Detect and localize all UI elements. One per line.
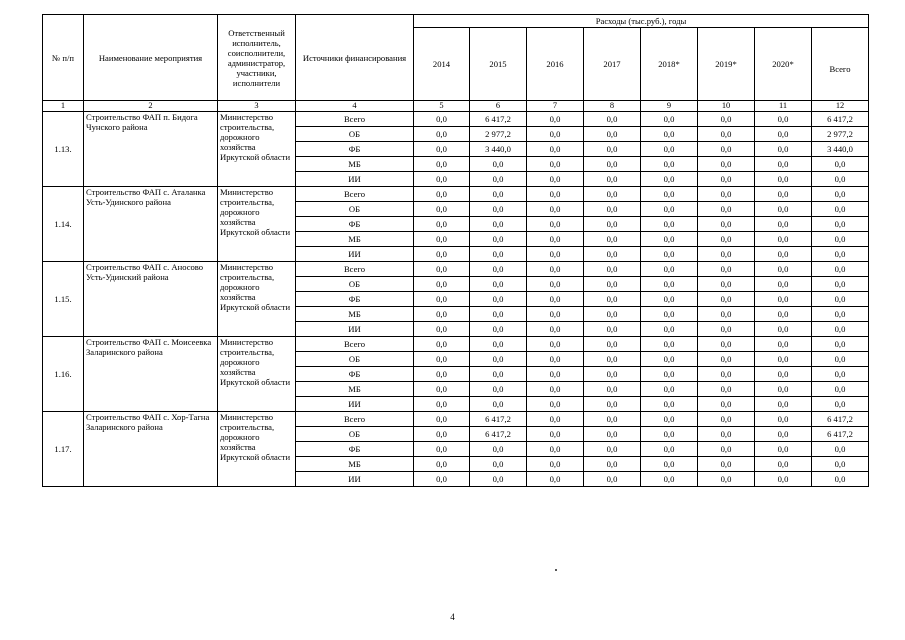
total-cell: 0,0 (812, 472, 869, 487)
amount-cell: 0,0 (641, 427, 698, 442)
column-number: 10 (698, 101, 755, 112)
amount-cell: 0,0 (641, 142, 698, 157)
total-cell: 0,0 (812, 382, 869, 397)
amount-cell: 0,0 (470, 442, 527, 457)
amount-cell: 0,0 (470, 322, 527, 337)
amount-cell: 0,0 (755, 187, 812, 202)
amount-cell: 0,0 (641, 232, 698, 247)
funding-source: Всего (296, 412, 414, 427)
amount-cell: 0,0 (698, 217, 755, 232)
amount-cell: 0,0 (641, 277, 698, 292)
column-number: 11 (755, 101, 812, 112)
funding-source: ФБ (296, 367, 414, 382)
amount-cell: 0,0 (527, 262, 584, 277)
amount-cell: 0,0 (584, 292, 641, 307)
amount-cell: 0,0 (641, 307, 698, 322)
amount-cell: 0,0 (584, 157, 641, 172)
amount-cell: 0,0 (641, 382, 698, 397)
amount-cell: 0,0 (755, 202, 812, 217)
row-number: 1.17. (43, 412, 84, 487)
amount-cell: 0,0 (584, 397, 641, 412)
amount-cell: 0,0 (698, 352, 755, 367)
amount-cell: 0,0 (641, 457, 698, 472)
amount-cell: 0,0 (641, 262, 698, 277)
column-number: 3 (218, 101, 296, 112)
amount-cell: 2 977,2 (470, 127, 527, 142)
amount-cell: 0,0 (698, 202, 755, 217)
amount-cell: 0,0 (755, 262, 812, 277)
amount-cell: 0,0 (755, 457, 812, 472)
amount-cell: 0,0 (755, 232, 812, 247)
amount-cell: 0,0 (584, 247, 641, 262)
amount-cell: 0,0 (755, 427, 812, 442)
amount-cell: 0,0 (755, 292, 812, 307)
amount-cell: 0,0 (698, 292, 755, 307)
funding-source: ОБ (296, 352, 414, 367)
amount-cell: 0,0 (470, 337, 527, 352)
row-number: 1.13. (43, 112, 84, 187)
total-cell: 0,0 (812, 202, 869, 217)
header-event: Наименование мероприятия (84, 15, 218, 101)
funding-source: ИИ (296, 322, 414, 337)
column-number: 6 (470, 101, 527, 112)
amount-cell: 0,0 (698, 277, 755, 292)
amount-cell: 0,0 (698, 127, 755, 142)
amount-cell: 0,0 (755, 352, 812, 367)
amount-cell: 0,0 (698, 187, 755, 202)
amount-cell: 0,0 (584, 262, 641, 277)
header-year: 2018* (641, 28, 698, 101)
funding-source: ОБ (296, 202, 414, 217)
column-number: 9 (641, 101, 698, 112)
funding-source: ФБ (296, 217, 414, 232)
amount-cell: 0,0 (755, 247, 812, 262)
amount-cell: 0,0 (641, 397, 698, 412)
amount-cell: 6 417,2 (470, 412, 527, 427)
header-year: 2014 (414, 28, 470, 101)
funding-source: МБ (296, 382, 414, 397)
amount-cell: 0,0 (584, 367, 641, 382)
amount-cell: 0,0 (641, 202, 698, 217)
amount-cell: 0,0 (698, 412, 755, 427)
amount-cell: 0,0 (527, 427, 584, 442)
amount-cell: 0,0 (527, 472, 584, 487)
amount-cell: 0,0 (414, 232, 470, 247)
amount-cell: 0,0 (414, 397, 470, 412)
amount-cell: 0,0 (641, 187, 698, 202)
total-cell: 0,0 (812, 187, 869, 202)
column-number: 12 (812, 101, 869, 112)
amount-cell: 0,0 (414, 442, 470, 457)
amount-cell: 0,0 (414, 277, 470, 292)
amount-cell: 0,0 (641, 367, 698, 382)
amount-cell: 0,0 (584, 202, 641, 217)
total-cell: 6 417,2 (812, 112, 869, 127)
responsible-executor: Министерство строительства, дорожного хозяйства Иркутской области (218, 112, 296, 187)
amount-cell: 0,0 (527, 247, 584, 262)
amount-cell: 0,0 (755, 472, 812, 487)
total-cell: 0,0 (812, 262, 869, 277)
amount-cell: 0,0 (584, 337, 641, 352)
amount-cell: 0,0 (414, 202, 470, 217)
funding-source: Всего (296, 112, 414, 127)
header-responsible: Ответственный исполнитель, соисполнители, администратор, участники, исполнители (218, 15, 296, 101)
amount-cell: 0,0 (527, 202, 584, 217)
responsible-executor: Министерство строительства, дорожного хозяйства Иркутской области (218, 187, 296, 262)
amount-cell: 0,0 (527, 367, 584, 382)
amount-cell: 0,0 (698, 337, 755, 352)
amount-cell: 0,0 (698, 172, 755, 187)
amount-cell: 0,0 (698, 367, 755, 382)
amount-cell: 0,0 (641, 157, 698, 172)
funding-source: ОБ (296, 427, 414, 442)
amount-cell: 0,0 (641, 112, 698, 127)
amount-cell: 0,0 (470, 352, 527, 367)
table-row (43, 262, 869, 277)
amount-cell: 0,0 (414, 322, 470, 337)
amount-cell: 0,0 (755, 127, 812, 142)
header-total: Всего (812, 28, 869, 101)
amount-cell: 0,0 (470, 292, 527, 307)
amount-cell: 0,0 (755, 412, 812, 427)
amount-cell: 0,0 (470, 172, 527, 187)
amount-cell: 0,0 (698, 142, 755, 157)
amount-cell: 0,0 (527, 187, 584, 202)
amount-cell: 0,0 (470, 457, 527, 472)
amount-cell: 0,0 (414, 382, 470, 397)
amount-cell: 6 417,2 (470, 427, 527, 442)
amount-cell: 0,0 (584, 442, 641, 457)
amount-cell: 0,0 (527, 322, 584, 337)
funding-source: ИИ (296, 472, 414, 487)
event-name: Строительство ФАП с. Хор-Тагна Заларинского района (84, 412, 218, 487)
amount-cell: 0,0 (414, 217, 470, 232)
amount-cell: 0,0 (470, 247, 527, 262)
amount-cell: 0,0 (527, 352, 584, 367)
amount-cell: 0,0 (584, 217, 641, 232)
amount-cell: 0,0 (698, 442, 755, 457)
amount-cell: 0,0 (755, 277, 812, 292)
amount-cell: 0,0 (414, 142, 470, 157)
total-cell: 0,0 (812, 457, 869, 472)
funding-source: ИИ (296, 247, 414, 262)
amount-cell: 0,0 (414, 187, 470, 202)
amount-cell: 0,0 (470, 262, 527, 277)
amount-cell: 0,0 (414, 307, 470, 322)
amount-cell: 0,0 (470, 277, 527, 292)
funding-source: ИИ (296, 172, 414, 187)
total-cell: 6 417,2 (812, 427, 869, 442)
amount-cell: 0,0 (641, 172, 698, 187)
amount-cell: 0,0 (698, 307, 755, 322)
amount-cell: 0,0 (414, 457, 470, 472)
total-cell: 0,0 (812, 337, 869, 352)
amount-cell: 0,0 (414, 112, 470, 127)
header-sources: Источники финансирования (296, 15, 414, 101)
amount-cell: 0,0 (527, 307, 584, 322)
total-cell: 0,0 (812, 322, 869, 337)
amount-cell: 0,0 (698, 262, 755, 277)
amount-cell: 0,0 (698, 157, 755, 172)
header-year: 2019* (698, 28, 755, 101)
column-number: 1 (43, 101, 84, 112)
funding-source: Всего (296, 187, 414, 202)
amount-cell: 0,0 (698, 322, 755, 337)
amount-cell: 0,0 (755, 142, 812, 157)
amount-cell: 0,0 (470, 187, 527, 202)
total-cell: 0,0 (812, 442, 869, 457)
header-year: 2020* (755, 28, 812, 101)
amount-cell: 0,0 (755, 442, 812, 457)
amount-cell: 0,0 (527, 172, 584, 187)
amount-cell: 0,0 (470, 382, 527, 397)
amount-cell: 0,0 (755, 217, 812, 232)
amount-cell: 0,0 (641, 472, 698, 487)
amount-cell: 0,0 (584, 307, 641, 322)
amount-cell: 0,0 (698, 247, 755, 262)
funding-source: Всего (296, 337, 414, 352)
amount-cell: 0,0 (584, 427, 641, 442)
amount-cell: 6 417,2 (470, 112, 527, 127)
funding-source: МБ (296, 457, 414, 472)
amount-cell: 3 440,0 (470, 142, 527, 157)
amount-cell: 0,0 (584, 322, 641, 337)
amount-cell: 0,0 (698, 457, 755, 472)
total-cell: 0,0 (812, 397, 869, 412)
header-year: 2017 (584, 28, 641, 101)
amount-cell: 0,0 (584, 472, 641, 487)
amount-cell: 0,0 (755, 367, 812, 382)
event-name: Строительство ФАП с. Аталанка Усть-Удинского района (84, 187, 218, 262)
amount-cell: 0,0 (527, 442, 584, 457)
amount-cell: 0,0 (414, 172, 470, 187)
total-cell: 6 417,2 (812, 412, 869, 427)
row-number: 1.14. (43, 187, 84, 262)
row-number: 1.16. (43, 337, 84, 412)
amount-cell: 0,0 (584, 412, 641, 427)
amount-cell: 0,0 (755, 382, 812, 397)
table-row (43, 412, 869, 427)
amount-cell: 0,0 (527, 382, 584, 397)
amount-cell: 0,0 (755, 172, 812, 187)
amount-cell: 0,0 (527, 232, 584, 247)
amount-cell: 0,0 (584, 127, 641, 142)
funding-source: ОБ (296, 277, 414, 292)
column-number: 7 (527, 101, 584, 112)
funding-source: ФБ (296, 142, 414, 157)
event-name: Строительство ФАП с. Аносово Усть-Удинский района (84, 262, 218, 337)
amount-cell: 0,0 (584, 172, 641, 187)
amount-cell: 0,0 (584, 187, 641, 202)
amount-cell: 0,0 (755, 322, 812, 337)
amount-cell: 0,0 (414, 247, 470, 262)
funding-source: МБ (296, 157, 414, 172)
total-cell: 3 440,0 (812, 142, 869, 157)
amount-cell: 0,0 (527, 277, 584, 292)
amount-cell: 0,0 (527, 412, 584, 427)
total-cell: 0,0 (812, 307, 869, 322)
amount-cell: 0,0 (527, 142, 584, 157)
event-name: Строительство ФАП п. Бидога Чунского района (84, 112, 218, 187)
amount-cell: 0,0 (641, 292, 698, 307)
amount-cell: 0,0 (470, 472, 527, 487)
amount-cell: 0,0 (527, 457, 584, 472)
amount-cell: 0,0 (414, 157, 470, 172)
amount-cell: 0,0 (755, 157, 812, 172)
amount-cell: 0,0 (641, 337, 698, 352)
total-cell: 0,0 (812, 217, 869, 232)
amount-cell: 0,0 (641, 322, 698, 337)
total-cell: 0,0 (812, 277, 869, 292)
amount-cell: 0,0 (527, 157, 584, 172)
responsible-executor: Министерство строительства, дорожного хозяйства Иркутской области (218, 337, 296, 412)
event-name: Строительство ФАП с. Моисеевка Заларинского района (84, 337, 218, 412)
amount-cell: 0,0 (470, 232, 527, 247)
amount-cell: 0,0 (414, 262, 470, 277)
amount-cell: 0,0 (527, 397, 584, 412)
amount-cell: 0,0 (414, 337, 470, 352)
amount-cell: 0,0 (755, 337, 812, 352)
scan-dot (555, 569, 557, 571)
amount-cell: 0,0 (527, 337, 584, 352)
amount-cell: 0,0 (584, 352, 641, 367)
column-number: 5 (414, 101, 470, 112)
total-cell: 2 977,2 (812, 127, 869, 142)
amount-cell: 0,0 (414, 127, 470, 142)
amount-cell: 0,0 (470, 202, 527, 217)
amount-cell: 0,0 (698, 112, 755, 127)
header-no: № п/п (43, 15, 84, 101)
amount-cell: 0,0 (527, 127, 584, 142)
funding-source: ФБ (296, 442, 414, 457)
responsible-executor: Министерство строительства, дорожного хозяйства Иркутской области (218, 412, 296, 487)
amount-cell: 0,0 (698, 232, 755, 247)
total-cell: 0,0 (812, 232, 869, 247)
amount-cell: 0,0 (414, 352, 470, 367)
column-number: 2 (84, 101, 218, 112)
table-row (43, 187, 869, 202)
amount-cell: 0,0 (584, 277, 641, 292)
total-cell: 0,0 (812, 247, 869, 262)
table-body (43, 112, 869, 487)
amount-cell: 0,0 (698, 472, 755, 487)
total-cell: 0,0 (812, 172, 869, 187)
page-number: 4 (450, 612, 455, 622)
funding-source: МБ (296, 307, 414, 322)
amount-cell: 0,0 (470, 367, 527, 382)
funding-source: МБ (296, 232, 414, 247)
amount-cell: 0,0 (584, 382, 641, 397)
amount-cell: 0,0 (584, 457, 641, 472)
amount-cell: 0,0 (584, 142, 641, 157)
amount-cell: 0,0 (470, 307, 527, 322)
column-number: 4 (296, 101, 414, 112)
amount-cell: 0,0 (641, 247, 698, 262)
amount-cell: 0,0 (414, 292, 470, 307)
amount-cell: 0,0 (698, 397, 755, 412)
amount-cell: 0,0 (641, 127, 698, 142)
funding-source: ОБ (296, 127, 414, 142)
amount-cell: 0,0 (470, 397, 527, 412)
amount-cell: 0,0 (470, 157, 527, 172)
amount-cell: 0,0 (527, 112, 584, 127)
funding-source: ИИ (296, 397, 414, 412)
header-year: 2016 (527, 28, 584, 101)
amount-cell: 0,0 (584, 232, 641, 247)
column-number: 8 (584, 101, 641, 112)
amount-cell: 0,0 (698, 427, 755, 442)
header-expenses: Расходы (тыс.руб.), годы (414, 15, 869, 28)
amount-cell: 0,0 (755, 307, 812, 322)
amount-cell: 0,0 (641, 352, 698, 367)
amount-cell: 0,0 (584, 112, 641, 127)
budget-table (42, 14, 869, 487)
amount-cell: 0,0 (414, 367, 470, 382)
amount-cell: 0,0 (641, 442, 698, 457)
total-cell: 0,0 (812, 367, 869, 382)
amount-cell: 0,0 (414, 412, 470, 427)
amount-cell: 0,0 (414, 472, 470, 487)
total-cell: 0,0 (812, 292, 869, 307)
amount-cell: 0,0 (755, 112, 812, 127)
amount-cell: 0,0 (755, 397, 812, 412)
responsible-executor: Министерство строительства, дорожного хозяйства Иркутской области (218, 262, 296, 337)
row-number: 1.15. (43, 262, 84, 337)
funding-source: Всего (296, 262, 414, 277)
funding-source: ФБ (296, 292, 414, 307)
table-row (43, 337, 869, 352)
amount-cell: 0,0 (527, 292, 584, 307)
total-cell: 0,0 (812, 352, 869, 367)
table-row (43, 112, 869, 127)
amount-cell: 0,0 (698, 382, 755, 397)
header-year: 2015 (470, 28, 527, 101)
amount-cell: 0,0 (641, 412, 698, 427)
amount-cell: 0,0 (470, 217, 527, 232)
total-cell: 0,0 (812, 157, 869, 172)
amount-cell: 0,0 (527, 217, 584, 232)
amount-cell: 0,0 (414, 427, 470, 442)
amount-cell: 0,0 (641, 217, 698, 232)
